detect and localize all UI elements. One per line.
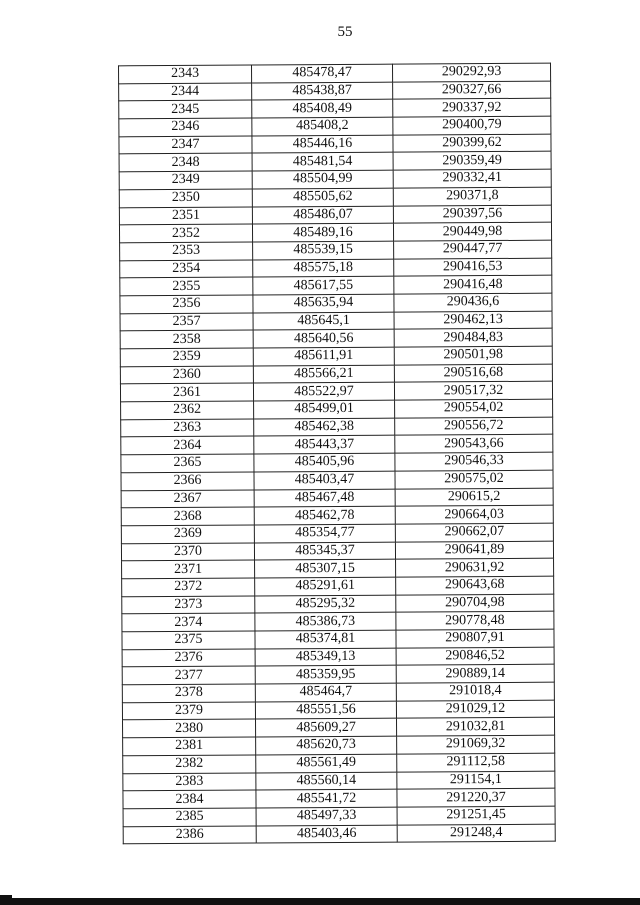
- point-number-cell: 2380: [123, 719, 256, 737]
- x-coordinate-cell: 485561,49: [256, 754, 397, 773]
- x-coordinate-cell: 485403,46: [256, 825, 397, 844]
- point-number-cell: 2372: [122, 578, 255, 596]
- coordinates-table: [118, 63, 556, 845]
- x-coordinate-cell: 485566,21: [253, 365, 394, 384]
- y-coordinate-cell: 291018,4: [396, 682, 554, 701]
- point-number-cell: 2364: [121, 436, 254, 454]
- point-number-cell: 2386: [123, 826, 256, 844]
- y-coordinate-cell: 291248,4: [397, 824, 555, 843]
- y-coordinate-cell: 290462,13: [394, 311, 552, 330]
- point-number-cell: 2354: [120, 260, 253, 278]
- y-coordinate-cell: 290399,62: [393, 134, 551, 153]
- y-coordinate-cell: 290641,89: [395, 541, 553, 560]
- x-coordinate-cell: 485499,01: [254, 400, 395, 419]
- point-number-cell: 2363: [121, 419, 254, 437]
- point-number-cell: 2349: [119, 171, 252, 189]
- x-coordinate-cell: 485541,72: [256, 789, 397, 808]
- point-number-cell: 2371: [122, 560, 255, 578]
- point-number-cell: 2379: [122, 702, 255, 720]
- x-coordinate-cell: 485609,27: [256, 719, 397, 738]
- point-number-cell: 2366: [121, 472, 254, 490]
- x-coordinate-cell: 485505,62: [252, 188, 393, 207]
- point-number-cell: 2352: [119, 224, 252, 242]
- x-coordinate-cell: 485291,61: [255, 577, 396, 596]
- x-coordinate-cell: 485551,56: [255, 701, 396, 720]
- x-coordinate-cell: 485349,13: [255, 648, 396, 667]
- x-coordinate-cell: 485645,1: [253, 312, 394, 331]
- coordinates-table-container: [118, 63, 555, 846]
- point-number-cell: 2382: [123, 755, 256, 773]
- x-coordinate-cell: 485354,77: [254, 524, 395, 543]
- x-coordinate-cell: 485408,49: [252, 100, 393, 119]
- coordinates-table-body: [119, 63, 556, 844]
- point-number-cell: 2350: [119, 189, 252, 207]
- x-coordinate-cell: 485295,32: [255, 595, 396, 614]
- point-number-cell: 2369: [121, 525, 254, 543]
- x-coordinate-cell: 485408,2: [252, 117, 393, 136]
- y-coordinate-cell: 290449,98: [393, 222, 551, 241]
- y-coordinate-cell: 290556,72: [395, 417, 553, 436]
- y-coordinate-cell: 290778,48: [396, 611, 554, 630]
- point-number-cell: 2356: [120, 295, 253, 313]
- point-number-cell: 2346: [119, 118, 252, 136]
- x-coordinate-cell: 485386,73: [255, 612, 396, 631]
- x-coordinate-cell: 485617,55: [253, 276, 394, 295]
- y-coordinate-cell: 290337,92: [393, 99, 551, 118]
- y-coordinate-cell: 290400,79: [393, 116, 551, 135]
- point-number-cell: 2373: [122, 596, 255, 614]
- x-coordinate-cell: 485443,37: [254, 436, 395, 455]
- y-coordinate-cell: 290484,83: [394, 328, 552, 347]
- point-number-cell: 2353: [120, 242, 253, 260]
- x-coordinate-cell: 485359,95: [255, 666, 396, 685]
- y-coordinate-cell: 290436,6: [394, 293, 552, 312]
- x-coordinate-cell: 485640,56: [253, 329, 394, 348]
- x-coordinate-cell: 485462,38: [254, 418, 395, 437]
- x-coordinate-cell: 485489,16: [252, 223, 393, 242]
- x-coordinate-cell: 485446,16: [252, 135, 393, 154]
- point-number-cell: 2348: [119, 153, 252, 171]
- x-coordinate-cell: 485481,54: [252, 153, 393, 172]
- x-coordinate-cell: 485522,97: [253, 383, 394, 402]
- y-coordinate-cell: 290447,77: [394, 240, 552, 259]
- y-coordinate-cell: 290501,98: [394, 346, 552, 365]
- point-number-cell: 2377: [122, 666, 255, 684]
- y-coordinate-cell: 290359,49: [393, 152, 551, 171]
- y-coordinate-cell: 290416,48: [394, 275, 552, 294]
- page-number: 55: [337, 24, 353, 40]
- y-coordinate-cell: 290543,66: [395, 435, 553, 454]
- y-coordinate-cell: 291220,37: [397, 788, 555, 807]
- x-coordinate-cell: 485620,73: [256, 736, 397, 755]
- y-coordinate-cell: 291069,32: [397, 735, 555, 754]
- y-coordinate-cell: 291251,45: [397, 806, 555, 825]
- x-coordinate-cell: 485345,37: [254, 542, 395, 561]
- x-coordinate-cell: 485575,18: [253, 259, 394, 278]
- x-coordinate-cell: 485504,99: [252, 170, 393, 189]
- point-number-cell: 2368: [121, 507, 254, 525]
- point-number-cell: 2355: [120, 277, 253, 295]
- point-number-cell: 2365: [121, 454, 254, 472]
- y-coordinate-cell: 291029,12: [396, 700, 554, 719]
- point-number-cell: 2370: [121, 543, 254, 561]
- point-number-cell: 2347: [119, 136, 252, 154]
- point-number-cell: 2376: [122, 649, 255, 667]
- scan-bottom-edge: [0, 898, 640, 905]
- y-coordinate-cell: 291112,58: [397, 753, 555, 772]
- point-number-cell: 2361: [120, 383, 253, 401]
- point-number-cell: 2381: [123, 737, 256, 755]
- x-coordinate-cell: 485374,81: [255, 630, 396, 649]
- x-coordinate-cell: 485438,87: [252, 82, 393, 101]
- point-number-cell: 2374: [122, 613, 255, 631]
- x-coordinate-cell: 485405,96: [254, 453, 395, 472]
- y-coordinate-cell: 290643,68: [396, 576, 554, 595]
- x-coordinate-cell: 485462,78: [254, 506, 395, 525]
- x-coordinate-cell: 485611,91: [253, 347, 394, 366]
- point-number-cell: 2345: [119, 100, 252, 118]
- y-coordinate-cell: 290575,02: [395, 470, 553, 489]
- point-number-cell: 2359: [120, 348, 253, 366]
- y-coordinate-cell: 290664,03: [395, 505, 553, 524]
- x-coordinate-cell: 485403,47: [254, 471, 395, 490]
- y-coordinate-cell: 290662,07: [395, 523, 553, 542]
- x-coordinate-cell: 485486,07: [252, 206, 393, 225]
- y-coordinate-cell: 290292,93: [393, 63, 551, 82]
- x-coordinate-cell: 485635,94: [253, 294, 394, 313]
- point-number-cell: 2375: [122, 631, 255, 649]
- point-number-cell: 2383: [123, 772, 256, 790]
- y-coordinate-cell: 290631,92: [396, 558, 554, 577]
- point-number-cell: 2351: [119, 207, 252, 225]
- point-number-cell: 2344: [119, 83, 252, 101]
- x-coordinate-cell: 485560,14: [256, 772, 397, 791]
- y-coordinate-cell: 290327,66: [393, 81, 551, 100]
- y-coordinate-cell: 290516,68: [394, 364, 552, 383]
- x-coordinate-cell: 485467,48: [254, 489, 395, 508]
- y-coordinate-cell: 291154,1: [397, 771, 555, 790]
- y-coordinate-cell: 290517,32: [394, 382, 552, 401]
- y-coordinate-cell: 290554,02: [395, 399, 553, 418]
- point-number-cell: 2343: [119, 65, 252, 83]
- point-number-cell: 2358: [120, 330, 253, 348]
- y-coordinate-cell: 290546,33: [395, 452, 553, 471]
- y-coordinate-cell: 290397,56: [393, 205, 551, 224]
- point-number-cell: 2385: [123, 808, 256, 826]
- x-coordinate-cell: 485478,47: [252, 64, 393, 83]
- point-number-cell: 2360: [120, 366, 253, 384]
- y-coordinate-cell: 291032,81: [396, 718, 554, 737]
- y-coordinate-cell: 290889,14: [396, 665, 554, 684]
- y-coordinate-cell: 290704,98: [396, 594, 554, 613]
- point-number-cell: 2362: [121, 401, 254, 419]
- y-coordinate-cell: 290416,53: [394, 258, 552, 277]
- point-number-cell: 2384: [123, 790, 256, 808]
- x-coordinate-cell: 485307,15: [255, 559, 396, 578]
- x-coordinate-cell: 485539,15: [253, 241, 394, 260]
- table-row: [123, 824, 555, 844]
- y-coordinate-cell: 290371,8: [393, 187, 551, 206]
- point-number-cell: 2367: [121, 489, 254, 507]
- y-coordinate-cell: 290846,52: [396, 647, 554, 666]
- point-number-cell: 2357: [120, 313, 253, 331]
- y-coordinate-cell: 290332,41: [393, 169, 551, 188]
- x-coordinate-cell: 485497,33: [256, 807, 397, 826]
- y-coordinate-cell: 290615,2: [395, 488, 553, 507]
- x-coordinate-cell: 485464,7: [255, 683, 396, 702]
- point-number-cell: 2378: [122, 684, 255, 702]
- y-coordinate-cell: 290807,91: [396, 629, 554, 648]
